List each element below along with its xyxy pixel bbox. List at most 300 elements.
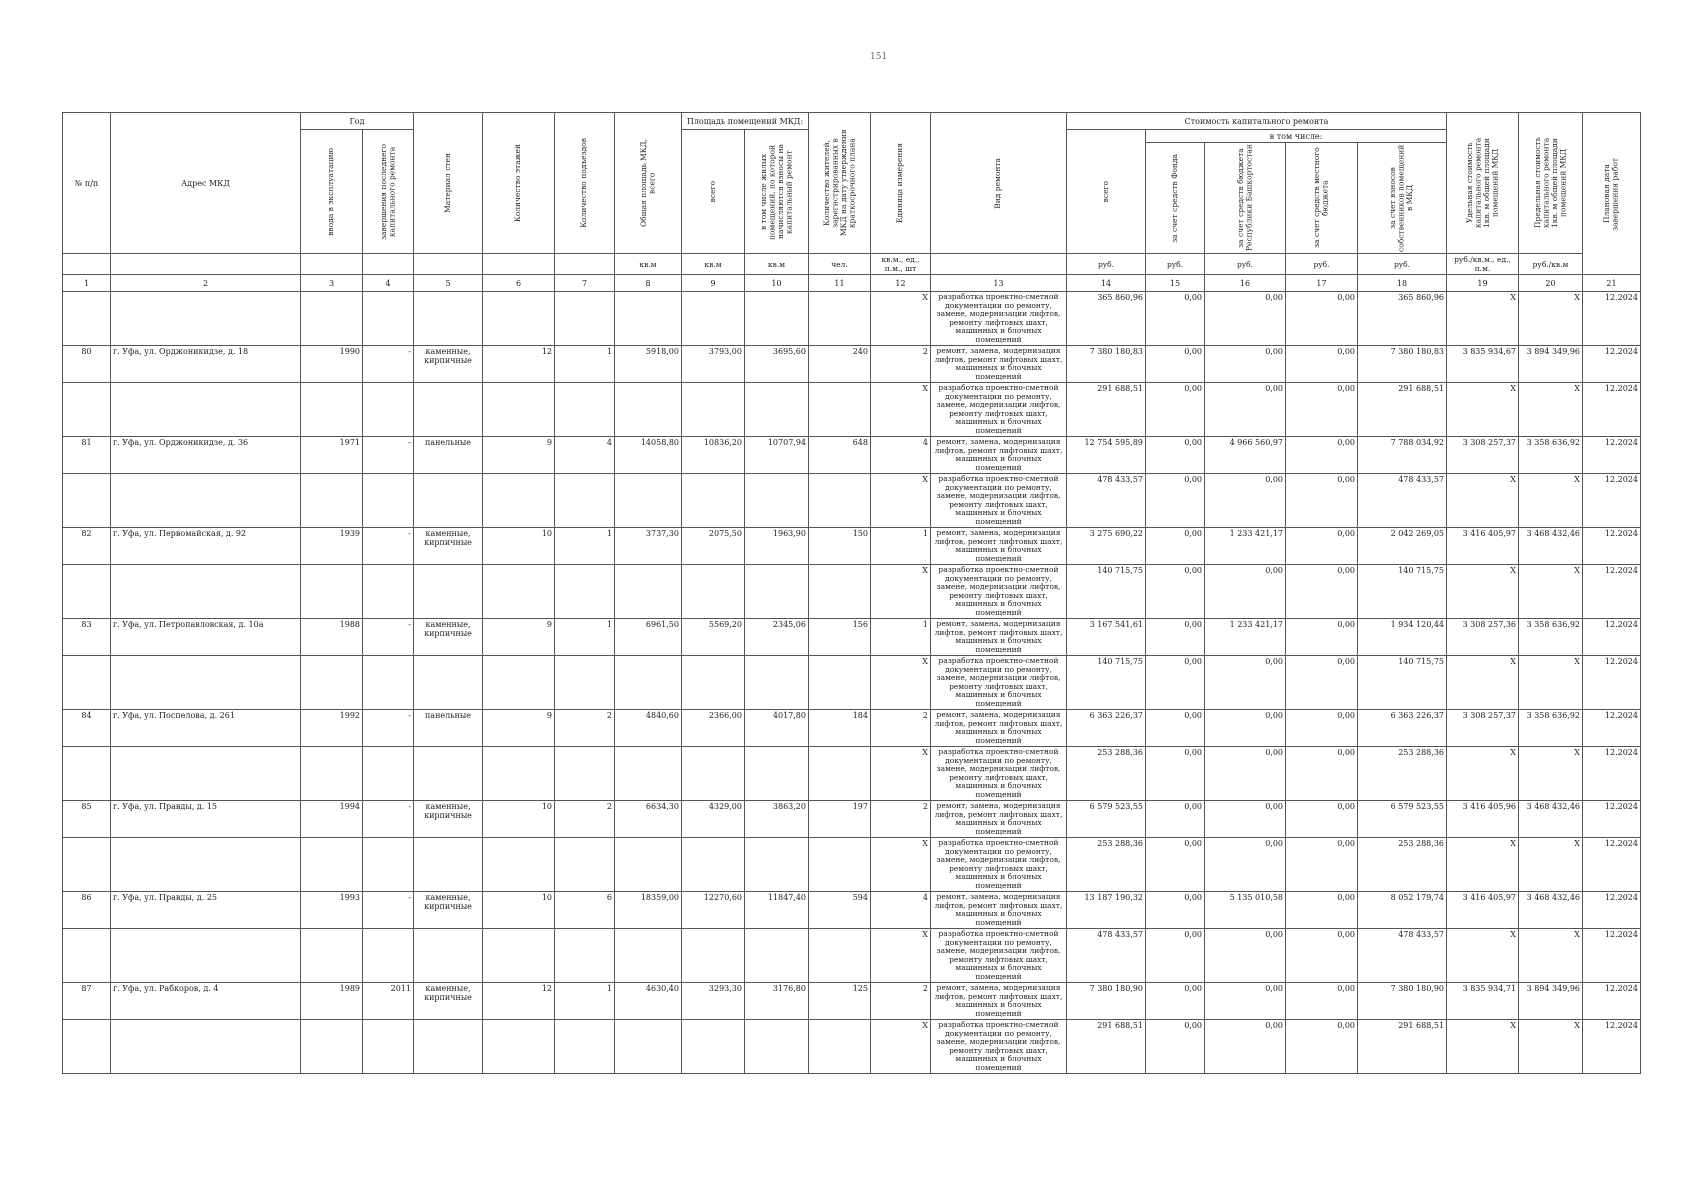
cost-local-cell: 0,00 — [1286, 929, 1358, 983]
residents-cell — [809, 656, 871, 710]
specific-cost-cell: 3 835 934,71 — [1447, 983, 1519, 1020]
floors-cell — [483, 1020, 555, 1074]
hdr-incl: в том числе: — [1146, 130, 1447, 143]
table-row — [63, 383, 1641, 437]
specific-cost-cell: X — [1447, 747, 1519, 801]
row-number: 82 — [63, 528, 111, 565]
row-number — [63, 474, 111, 528]
hdr-year-group: Год — [301, 113, 414, 130]
column-numbers-row — [63, 275, 1641, 292]
cost-local-cell: 0,00 — [1286, 710, 1358, 747]
repair-plan-table-wrap — [62, 112, 1641, 1074]
unit-cell — [555, 254, 615, 275]
cost-owners-cell: 7 380 180,90 — [1358, 983, 1447, 1020]
premises-total-cell: 2366,00 — [682, 710, 745, 747]
year-commissioning-cell — [301, 474, 363, 528]
cost-republic-cell: 0,00 — [1205, 747, 1286, 801]
residents-cell: 125 — [809, 983, 871, 1020]
work-type-cell: разработка проектно-сметной документации по ремонту, замене, модернизации лифтов, ремонту лифтовых шахт, машинных и блочных помещений — [931, 838, 1067, 892]
residents-cell — [809, 292, 871, 346]
hdr-cost-total — [1067, 130, 1146, 254]
wall-material-cell — [414, 929, 483, 983]
cost-total-cell: 6 579 523,55 — [1067, 801, 1146, 838]
year-commissioning-cell: 1990 — [301, 346, 363, 383]
cost-owners-cell: 478 433,57 — [1358, 929, 1447, 983]
hdr-total-area — [615, 113, 682, 254]
repair-plan-table — [62, 112, 1641, 1074]
wall-material-cell — [414, 838, 483, 892]
cost-local-cell: 0,00 — [1286, 346, 1358, 383]
hdr-cost-local — [1286, 143, 1358, 254]
col-number: 14 — [1067, 275, 1146, 292]
work-type-cell: ремонт, замена, модернизация лифтов, ремонт лифтовых шахт, машинных и блочных помещений — [931, 437, 1067, 474]
hdr-entrances — [555, 113, 615, 254]
residents-cell — [809, 838, 871, 892]
table-body — [63, 292, 1641, 1074]
year-commissioning-cell — [301, 292, 363, 346]
address-cell — [111, 292, 301, 346]
cost-republic-cell: 4 966 560,97 — [1205, 437, 1286, 474]
hdr-unit — [871, 113, 931, 254]
max-cost-cell: 3 894 349,96 — [1519, 983, 1583, 1020]
table-row — [63, 474, 1641, 528]
specific-cost-cell: X — [1447, 383, 1519, 437]
cost-total-cell: 478 433,57 — [1067, 929, 1146, 983]
hdr-residents — [809, 113, 871, 254]
planned-date-cell: 12.2024 — [1583, 474, 1641, 528]
wall-material-cell — [414, 1020, 483, 1074]
premises-total-cell: 3293,30 — [682, 983, 745, 1020]
max-cost-cell: X — [1519, 838, 1583, 892]
year-last-repair-cell: - — [363, 892, 414, 929]
year-commissioning-cell: 1994 — [301, 801, 363, 838]
cost-local-cell: 0,00 — [1286, 801, 1358, 838]
unit-cell: X — [871, 656, 931, 710]
total-area-cell: 6961,50 — [615, 619, 682, 656]
residents-cell — [809, 565, 871, 619]
premises-total-cell — [682, 747, 745, 801]
work-type-cell: ремонт, замена, модернизация лифтов, ремонт лифтовых шахт, машинных и блочных помещений — [931, 892, 1067, 929]
planned-date-cell: 12.2024 — [1583, 838, 1641, 892]
wall-material-cell — [414, 474, 483, 528]
unit-cell: кв.м., ед., п.м., шт — [871, 254, 931, 275]
unit-cell: кв.м — [682, 254, 745, 275]
total-area-cell — [615, 838, 682, 892]
max-cost-cell: X — [1519, 656, 1583, 710]
cost-total-cell: 7 380 180,83 — [1067, 346, 1146, 383]
cost-total-cell: 478 433,57 — [1067, 474, 1146, 528]
entrances-cell — [555, 292, 615, 346]
cost-local-cell: 0,00 — [1286, 892, 1358, 929]
premises-total-cell — [682, 1020, 745, 1074]
specific-cost-cell: 3 308 257,37 — [1447, 437, 1519, 474]
cost-fund-cell: 0,00 — [1146, 619, 1205, 656]
planned-date-cell: 12.2024 — [1583, 656, 1641, 710]
year-commissioning-cell: 1971 — [301, 437, 363, 474]
cost-owners-cell: 140 715,75 — [1358, 656, 1447, 710]
max-cost-cell: X — [1519, 929, 1583, 983]
cost-owners-cell: 6 363 226,37 — [1358, 710, 1447, 747]
unit-cell: 4 — [871, 437, 931, 474]
cost-fund-cell: 0,00 — [1146, 346, 1205, 383]
cost-fund-cell: 0,00 — [1146, 747, 1205, 801]
premises-residential-cell — [745, 292, 809, 346]
hdr-cost-fund-text: за счет средств Фонда — [1169, 153, 1179, 243]
unit-cell: руб. — [1067, 254, 1146, 275]
unit-cell: 1 — [871, 528, 931, 565]
planned-date-cell: 12.2024 — [1583, 929, 1641, 983]
max-cost-cell: 3 358 636,92 — [1519, 619, 1583, 656]
col-number: 8 — [615, 275, 682, 292]
cost-fund-cell: 0,00 — [1146, 528, 1205, 565]
row-number — [63, 292, 111, 346]
year-last-repair-cell — [363, 292, 414, 346]
work-type-cell: разработка проектно-сметной документации по ремонту, замене, модернизации лифтов, ремонту лифтовых шахт, машинных и блочных помещений — [931, 565, 1067, 619]
floors-cell: 10 — [483, 892, 555, 929]
table-row — [63, 346, 1641, 383]
unit-cell: кв.м — [745, 254, 809, 275]
row-number — [63, 838, 111, 892]
planned-date-cell: 12.2024 — [1583, 346, 1641, 383]
cost-total-cell: 291 688,51 — [1067, 383, 1146, 437]
floors-cell — [483, 292, 555, 346]
wall-material-cell — [414, 747, 483, 801]
entrances-cell — [555, 383, 615, 437]
unit-cell: руб. — [1358, 254, 1447, 275]
unit-cell — [363, 254, 414, 275]
row-number: 83 — [63, 619, 111, 656]
max-cost-cell: 3 468 432,46 — [1519, 801, 1583, 838]
floors-cell: 9 — [483, 619, 555, 656]
planned-date-cell: 12.2024 — [1583, 565, 1641, 619]
year-last-repair-cell — [363, 474, 414, 528]
residents-cell — [809, 474, 871, 528]
planned-date-cell: 12.2024 — [1583, 801, 1641, 838]
hdr-max-cost — [1519, 113, 1583, 254]
total-area-cell: 18359,00 — [615, 892, 682, 929]
row-number — [63, 383, 111, 437]
cost-fund-cell: 0,00 — [1146, 929, 1205, 983]
hdr-cost-total-text: всего — [1100, 180, 1110, 203]
entrances-cell: 6 — [555, 892, 615, 929]
planned-date-cell: 12.2024 — [1583, 528, 1641, 565]
floors-cell — [483, 929, 555, 983]
address-cell: г. Уфа, ул. Правды, д. 25 — [111, 892, 301, 929]
hdr-cost-local-text: за счет средств местного бюджета — [1312, 147, 1330, 249]
entrances-cell: 2 — [555, 801, 615, 838]
work-type-cell: разработка проектно-сметной документации по ремонту, замене, модернизации лифтов, ремонту лифтовых шахт, машинных и блочных помещений — [931, 292, 1067, 346]
total-area-cell: 3737,30 — [615, 528, 682, 565]
unit-cell: X — [871, 474, 931, 528]
work-type-cell: разработка проектно-сметной документации по ремонту, замене, модернизации лифтов, ремонту лифтовых шахт, машинных и блочных помещений — [931, 383, 1067, 437]
col-number: 15 — [1146, 275, 1205, 292]
address-cell — [111, 929, 301, 983]
premises-total-cell: 2075,50 — [682, 528, 745, 565]
unit-cell — [483, 254, 555, 275]
specific-cost-cell: 3 416 405,97 — [1447, 528, 1519, 565]
premises-residential-cell — [745, 656, 809, 710]
total-area-cell — [615, 929, 682, 983]
year-last-repair-cell: - — [363, 528, 414, 565]
cost-total-cell: 253 288,36 — [1067, 747, 1146, 801]
unit-cell: 2 — [871, 346, 931, 383]
year-commissioning-cell: 1939 — [301, 528, 363, 565]
residents-cell: 150 — [809, 528, 871, 565]
wall-material-cell: каменные, кирпичные — [414, 801, 483, 838]
unit-cell: 2 — [871, 983, 931, 1020]
cost-total-cell: 12 754 595,89 — [1067, 437, 1146, 474]
cost-owners-cell: 8 052 179,74 — [1358, 892, 1447, 929]
max-cost-cell: 3 894 349,96 — [1519, 346, 1583, 383]
entrances-cell: 1 — [555, 346, 615, 383]
premises-total-cell: 12270,60 — [682, 892, 745, 929]
specific-cost-cell: 3 416 405,96 — [1447, 801, 1519, 838]
page-number: 151 — [870, 52, 888, 62]
unit-cell: чел. — [809, 254, 871, 275]
total-area-cell: 4840,60 — [615, 710, 682, 747]
specific-cost-cell: 3 308 257,37 — [1447, 710, 1519, 747]
year-commissioning-cell: 1988 — [301, 619, 363, 656]
col-number: 18 — [1358, 275, 1447, 292]
row-number — [63, 656, 111, 710]
address-cell: г. Уфа, ул. Поспелова, д. 261 — [111, 710, 301, 747]
cost-local-cell: 0,00 — [1286, 747, 1358, 801]
floors-cell — [483, 474, 555, 528]
address-cell: г. Уфа, ул. Орджоникидзе, д. 18 — [111, 346, 301, 383]
year-commissioning-cell — [301, 929, 363, 983]
floors-cell: 10 — [483, 801, 555, 838]
year-commissioning-cell — [301, 656, 363, 710]
cost-fund-cell: 0,00 — [1146, 656, 1205, 710]
entrances-cell — [555, 1020, 615, 1074]
year-last-repair-cell: - — [363, 437, 414, 474]
hdr-address: Адрес МКД — [111, 113, 301, 254]
hdr-cost-fund — [1146, 143, 1205, 254]
col-number: 17 — [1286, 275, 1358, 292]
address-cell: г. Уфа, ул. Правды, д. 15 — [111, 801, 301, 838]
cost-owners-cell: 7 788 034,92 — [1358, 437, 1447, 474]
unit-cell: руб./кв.м., ед., п.м. — [1447, 254, 1519, 275]
wall-material-cell: каменные, кирпичные — [414, 528, 483, 565]
unit-cell: X — [871, 1020, 931, 1074]
cost-owners-cell: 1 934 120,44 — [1358, 619, 1447, 656]
premises-total-cell — [682, 383, 745, 437]
wall-material-cell: панельные — [414, 710, 483, 747]
unit-cell: руб./кв.м — [1519, 254, 1583, 275]
floors-cell: 12 — [483, 983, 555, 1020]
entrances-cell — [555, 838, 615, 892]
work-type-cell: разработка проектно-сметной документации по ремонту, замене, модернизации лифтов, ремонту лифтовых шахт, машинных и блочных помещений — [931, 929, 1067, 983]
address-cell: г. Уфа, ул. Орджоникидзе, д. 36 — [111, 437, 301, 474]
premises-residential-cell — [745, 1020, 809, 1074]
cost-republic-cell: 0,00 — [1205, 710, 1286, 747]
premises-total-cell — [682, 929, 745, 983]
cost-total-cell: 291 688,51 — [1067, 1020, 1146, 1074]
table-row — [63, 656, 1641, 710]
planned-date-cell: 12.2024 — [1583, 1020, 1641, 1074]
col-number: 10 — [745, 275, 809, 292]
work-type-cell: ремонт, замена, модернизация лифтов, ремонт лифтовых шахт, машинных и блочных помещений — [931, 346, 1067, 383]
address-cell — [111, 747, 301, 801]
max-cost-cell: X — [1519, 474, 1583, 528]
unit-cell: X — [871, 565, 931, 619]
hdr-floors-text: Количество этажей — [513, 143, 523, 223]
hdr-cost-owners — [1358, 143, 1447, 254]
cost-republic-cell: 0,00 — [1205, 474, 1286, 528]
hdr-year-last-repair-text: завершения последнего капитального ремонта — [378, 143, 396, 240]
hdr-premises-group: Площадь помещений МКД: — [682, 113, 809, 130]
work-type-cell: ремонт, замена, модернизация лифтов, ремонт лифтовых шахт, машинных и блочных помещений — [931, 619, 1067, 656]
cost-fund-cell: 0,00 — [1146, 983, 1205, 1020]
unit-cell — [301, 254, 363, 275]
premises-total-cell — [682, 474, 745, 528]
hdr-premises-residential-text: в том числе жилых помещений, по которой начисляются взносы на капитальный ремонт — [758, 143, 793, 240]
planned-date-cell: 12.2024 — [1583, 437, 1641, 474]
specific-cost-cell: X — [1447, 565, 1519, 619]
cost-total-cell: 253 288,36 — [1067, 838, 1146, 892]
premises-residential-cell: 2345,06 — [745, 619, 809, 656]
hdr-specific-cost — [1447, 113, 1519, 254]
address-cell — [111, 656, 301, 710]
hdr-work-type-text: Вид ремонта — [993, 157, 1003, 209]
hdr-cost-group: Стоимость капитального ремонта — [1067, 113, 1447, 130]
row-number: 87 — [63, 983, 111, 1020]
cost-fund-cell: 0,00 — [1146, 437, 1205, 474]
hdr-premises-residential — [745, 130, 809, 254]
unit-cell — [111, 254, 301, 275]
floors-cell: 9 — [483, 710, 555, 747]
premises-total-cell: 5569,20 — [682, 619, 745, 656]
table-header — [63, 113, 1641, 292]
residents-cell: 240 — [809, 346, 871, 383]
floors-cell — [483, 747, 555, 801]
premises-total-cell — [682, 656, 745, 710]
year-commissioning-cell: 1992 — [301, 710, 363, 747]
hdr-planned-date — [1583, 113, 1641, 275]
total-area-cell — [615, 1020, 682, 1074]
entrances-cell — [555, 929, 615, 983]
year-last-repair-cell — [363, 747, 414, 801]
cost-local-cell: 0,00 — [1286, 474, 1358, 528]
premises-residential-cell — [745, 474, 809, 528]
row-number — [63, 565, 111, 619]
cost-total-cell: 365 860,96 — [1067, 292, 1146, 346]
wall-material-cell — [414, 656, 483, 710]
total-area-cell: 14058,80 — [615, 437, 682, 474]
address-cell — [111, 838, 301, 892]
address-cell — [111, 1020, 301, 1074]
hdr-premises-total-text: всего — [707, 180, 717, 203]
premises-total-cell: 10836,20 — [682, 437, 745, 474]
unit-cell — [414, 254, 483, 275]
premises-residential-cell — [745, 747, 809, 801]
table-row — [63, 892, 1641, 929]
cost-republic-cell: 0,00 — [1205, 838, 1286, 892]
work-type-cell: ремонт, замена, модернизация лифтов, ремонт лифтовых шахт, машинных и блочных помещений — [931, 983, 1067, 1020]
hdr-year-commissioning-text: ввода в эксплуатацию — [326, 147, 336, 236]
total-area-cell — [615, 292, 682, 346]
cost-fund-cell: 0,00 — [1146, 838, 1205, 892]
residents-cell: 197 — [809, 801, 871, 838]
entrances-cell: 4 — [555, 437, 615, 474]
year-commissioning-cell — [301, 838, 363, 892]
wall-material-cell — [414, 565, 483, 619]
row-number: 84 — [63, 710, 111, 747]
total-area-cell: 6634,30 — [615, 801, 682, 838]
work-type-cell: ремонт, замена, модернизация лифтов, ремонт лифтовых шахт, машинных и блочных помещений — [931, 801, 1067, 838]
total-area-cell — [615, 565, 682, 619]
unit-cell: X — [871, 383, 931, 437]
residents-cell: 156 — [809, 619, 871, 656]
premises-total-cell — [682, 292, 745, 346]
table-row — [63, 747, 1641, 801]
max-cost-cell: 3 468 432,46 — [1519, 528, 1583, 565]
cost-local-cell: 0,00 — [1286, 619, 1358, 656]
floors-cell — [483, 656, 555, 710]
cost-fund-cell: 0,00 — [1146, 383, 1205, 437]
planned-date-cell: 12.2024 — [1583, 747, 1641, 801]
year-last-repair-cell: - — [363, 801, 414, 838]
col-number: 4 — [363, 275, 414, 292]
premises-residential-cell — [745, 929, 809, 983]
table-row — [63, 983, 1641, 1020]
hdr-cost-republic-text: за счет средств бюджета Республики Башкортостан — [1235, 144, 1253, 252]
work-type-cell: разработка проектно-сметной документации по ремонту, замене, модернизации лифтов, ремонту лифтовых шахт, машинных и блочных помещений — [931, 656, 1067, 710]
hdr-cost-republic — [1205, 143, 1286, 254]
col-number: 3 — [301, 275, 363, 292]
max-cost-cell: X — [1519, 1020, 1583, 1074]
specific-cost-cell: 3 835 934,67 — [1447, 346, 1519, 383]
cost-republic-cell: 0,00 — [1205, 656, 1286, 710]
cost-owners-cell: 253 288,36 — [1358, 838, 1447, 892]
total-area-cell: 4630,40 — [615, 983, 682, 1020]
cost-republic-cell: 0,00 — [1205, 1020, 1286, 1074]
col-number: 6 — [483, 275, 555, 292]
unit-cell: 1 — [871, 619, 931, 656]
cost-owners-cell: 6 579 523,55 — [1358, 801, 1447, 838]
cost-republic-cell: 5 135 010,58 — [1205, 892, 1286, 929]
year-last-repair-cell — [363, 838, 414, 892]
entrances-cell — [555, 656, 615, 710]
residents-cell: 648 — [809, 437, 871, 474]
entrances-cell — [555, 565, 615, 619]
total-area-cell: 5918,00 — [615, 346, 682, 383]
hdr-year-commissioning — [301, 130, 363, 254]
cost-fund-cell: 0,00 — [1146, 565, 1205, 619]
cost-owners-cell: 365 860,96 — [1358, 292, 1447, 346]
cost-owners-cell: 291 688,51 — [1358, 383, 1447, 437]
cost-local-cell: 0,00 — [1286, 437, 1358, 474]
premises-total-cell — [682, 838, 745, 892]
table-row — [63, 565, 1641, 619]
specific-cost-cell: 3 416 405,97 — [1447, 892, 1519, 929]
floors-cell: 12 — [483, 346, 555, 383]
hdr-premises-total — [682, 130, 745, 254]
unit-cell: руб. — [1146, 254, 1205, 275]
cost-republic-cell: 0,00 — [1205, 383, 1286, 437]
premises-total-cell: 4329,00 — [682, 801, 745, 838]
row-number: 85 — [63, 801, 111, 838]
col-number: 9 — [682, 275, 745, 292]
wall-material-cell: панельные — [414, 437, 483, 474]
floors-cell: 9 — [483, 437, 555, 474]
premises-residential-cell: 10707,94 — [745, 437, 809, 474]
planned-date-cell: 12.2024 — [1583, 710, 1641, 747]
specific-cost-cell: X — [1447, 292, 1519, 346]
premises-residential-cell — [745, 838, 809, 892]
cost-fund-cell: 0,00 — [1146, 292, 1205, 346]
entrances-cell: 1 — [555, 528, 615, 565]
